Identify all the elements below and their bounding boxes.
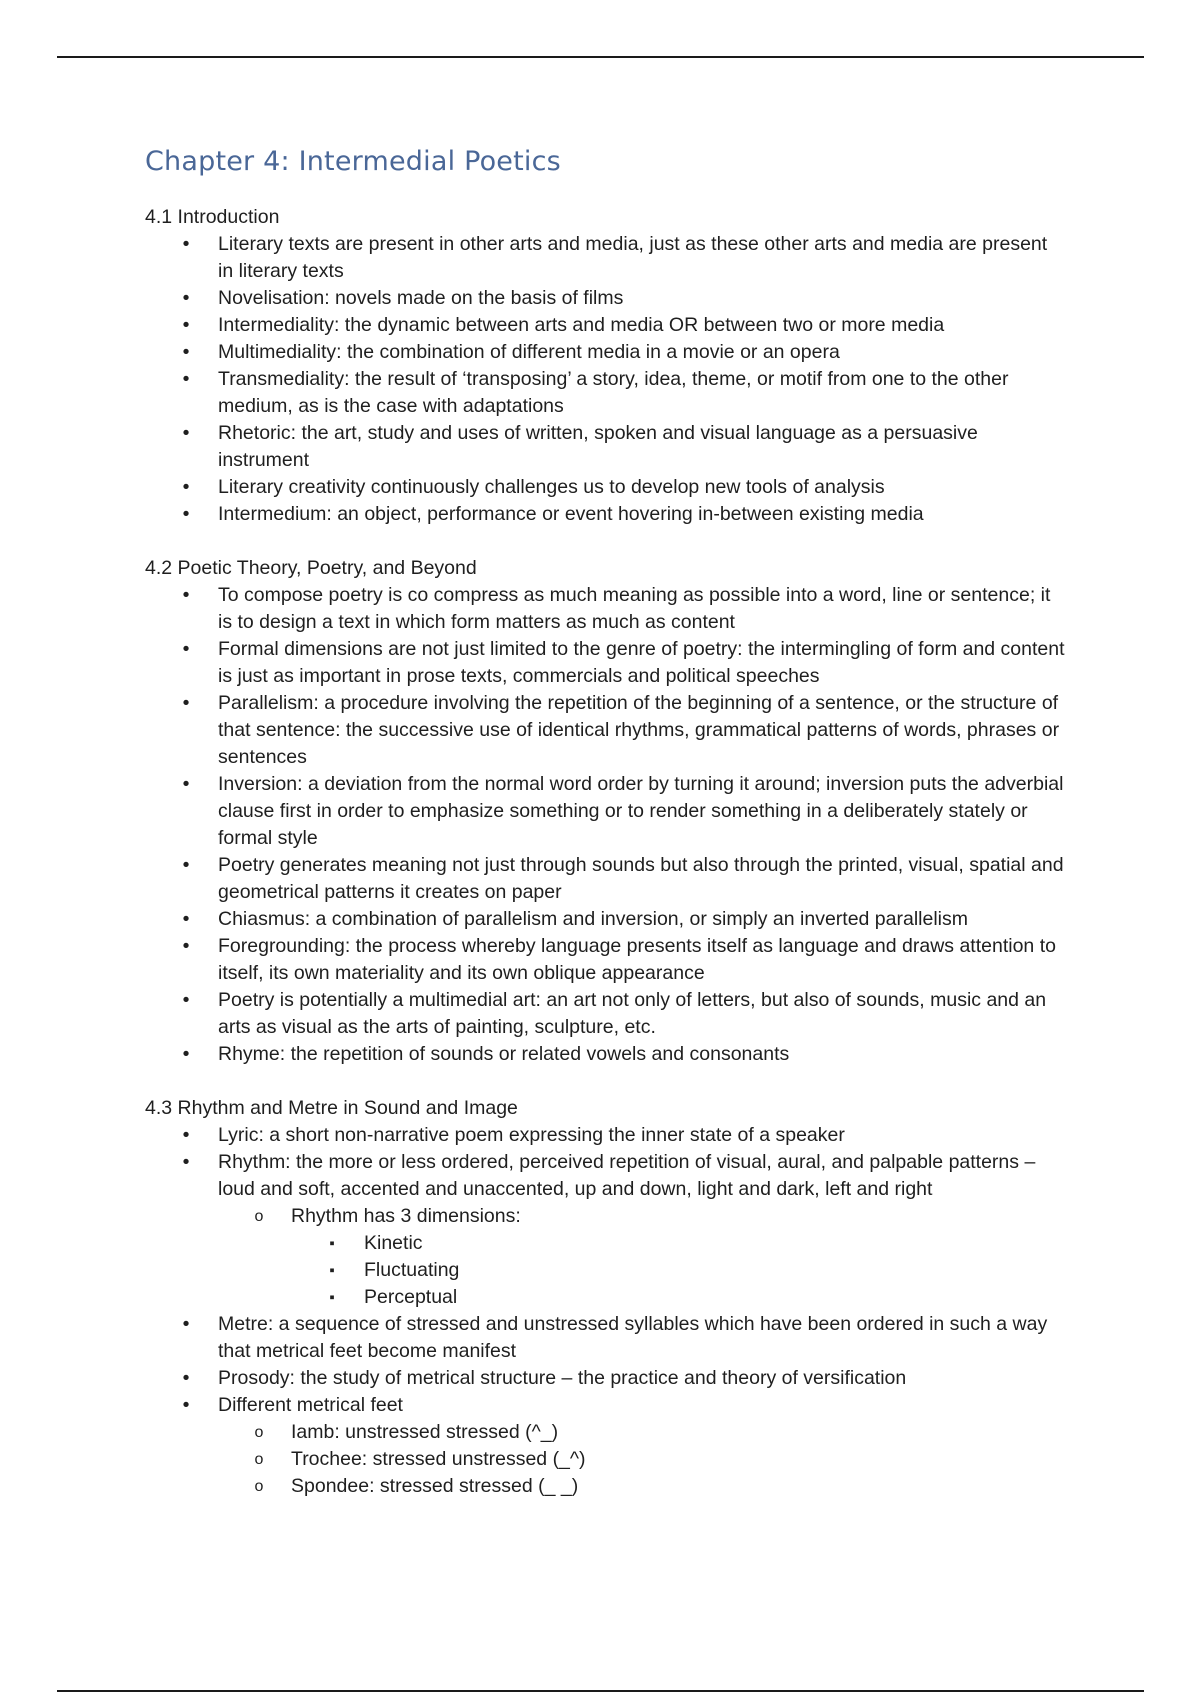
list-item: • Transmediality: the result of ‘transposing’ a story, idea, theme, or motif from one to the other medium, as is the case with adaptations (182, 368, 1009, 417)
list-item: • Poetry generates meaning not just through sounds but also through the printed, visual, spatial and geometrical patterns it creates on paper (182, 854, 1064, 903)
bullet-icon: • (182, 1394, 190, 1416)
bullet-icon: • (182, 503, 190, 525)
list-item: • Inversion: a deviation from the normal word order by turning it around; inversion puts the adverbial clause first in order to emphasize something or to render something in a deliberately stately or formal style (182, 773, 1064, 849)
list-item: • Intermediality: the dynamic between arts and media OR between two or more media (145, 312, 1065, 339)
list-item: • Formal dimensions are not just limited to the genre of poetry: the intermingling of form and content is just as important in prose texts, commercials and political speeches (182, 638, 1065, 687)
section-title: 4.1 Introduction (145, 206, 280, 228)
list-item: • Lyric: a short non-narrative poem expressing the inner state of a speaker (145, 1122, 1065, 1149)
square-bullet-icon: ▪ (329, 1262, 335, 1279)
sub-list-item: o Iamb: unstressed stressed (^_) (218, 1419, 1065, 1446)
bullet-icon: • (182, 1043, 190, 1065)
list-item: • Multimediality: the combination of different media in a movie or an opera (145, 339, 1065, 366)
list-item: • Metre: a sequence of stressed and unstressed syllables which have been ordered in such a way that metrical feet become manifest (182, 1313, 1048, 1362)
bullet-icon: • (182, 422, 190, 444)
bullet-icon: • (182, 584, 190, 606)
circle-bullet-icon: o (254, 1451, 264, 1468)
bullet-icon: • (182, 233, 190, 255)
bullet-icon: • (182, 476, 190, 498)
list-item: • Parallelism: a procedure involving the repetition of the beginning of a sentence, or the structure of that sentence: the successive use of identical rhythms, grammatical patterns of words, phrases or sentences (182, 692, 1060, 768)
bullet-icon: • (182, 989, 190, 1011)
bullet-icon: • (182, 287, 190, 309)
list-item: • Rhyme: the repetition of sounds or related vowels and consonants (145, 1041, 1065, 1068)
sub-list-item: o Spondee: stressed stressed (_ _) (218, 1473, 1065, 1500)
bullet-list (145, 1122, 1065, 1500)
bullet-icon: • (182, 1151, 190, 1173)
square-bullet-icon: ▪ (329, 1235, 335, 1252)
bullet-icon: • (182, 854, 190, 876)
list-item: • Intermedium: an object, performance or event hovering in-between existing media (145, 501, 1065, 528)
list-item: • Poetry is potentially a multimedial art: an art not only of letters, but also of sounds, music and an arts as visual as the arts of painting, sculpture, etc. (182, 989, 1047, 1038)
list-item: • Chiasmus: a combination of parallelism and inversion, or simply an inverted parallelism (145, 906, 1065, 933)
section-rhythm-metre (145, 1095, 1065, 1500)
list-item: • Rhythm: the more or less ordered, perceived repetition of visual, aural, and palpable patterns – loud and soft, accented and unaccented, up and down, light and dark, left and right o Rhythm has 3 dimensions: ▪ Kinetic ▪ Fluctuating ▪ Perceptual (145, 1149, 1065, 1311)
bullet-icon: • (182, 773, 190, 795)
list-item: • Prosody: the study of metrical structure – the practice and theory of versification (145, 1365, 1065, 1392)
circle-bullet-icon: o (254, 1424, 264, 1441)
chapter-title: Chapter 4: Intermedial Poetics (145, 146, 561, 177)
sub-list (218, 1419, 1065, 1500)
sub-sub-list-item: ▪ Perceptual (291, 1284, 1065, 1311)
list-item: • Rhetoric: the art, study and uses of written, spoken and visual language as a persuasive instrument (182, 422, 978, 471)
list-item: • Literary texts are present in other arts and media, just as these other arts and media are present in literary texts (182, 233, 1048, 282)
sub-list-item: o Trochee: stressed unstressed (_^) (218, 1446, 1065, 1473)
bullet-icon: • (182, 908, 190, 930)
circle-bullet-icon: o (254, 1478, 264, 1495)
list-item: • Foregrounding: the process whereby language presents itself as language and draws attention to itself, its own materiality and its own oblique appearance (182, 935, 1056, 984)
list-item: • Novelisation: novels made on the basis of films (145, 285, 1065, 312)
circle-bullet-icon: o (254, 1208, 264, 1225)
bullet-icon: • (182, 368, 190, 390)
list-item: • Different metrical feet o Iamb: unstressed stressed (^_) o Trochee: stressed unstressed (_^) o Spondee: stressed stressed (_ _) (145, 1392, 1065, 1500)
bullet-list (145, 582, 1065, 1068)
bullet-icon: • (182, 935, 190, 957)
square-bullet-icon: ▪ (329, 1289, 335, 1306)
sub-sub-list-item: ▪ Fluctuating (291, 1257, 1065, 1284)
bullet-icon: • (182, 1124, 190, 1146)
bullet-icon: • (182, 341, 190, 363)
bullet-icon: • (182, 692, 190, 714)
bullet-icon: • (182, 638, 190, 660)
sub-sub-list (291, 1230, 1065, 1311)
bullet-icon: • (182, 1367, 190, 1389)
footer-rule (57, 1690, 1144, 1692)
list-item: • To compose poetry is co compress as much meaning as possible into a word, line or sentence; it is to design a text in which form matters as much as content (182, 584, 1051, 633)
sub-list (218, 1203, 1065, 1311)
document-body (145, 146, 1065, 1527)
bullet-list (145, 231, 1065, 528)
section-title: 4.2 Poetic Theory, Poetry, and Beyond (145, 557, 477, 579)
bullet-icon: • (182, 1313, 190, 1335)
section-poetic-theory (145, 555, 1065, 1068)
bullet-icon: • (182, 314, 190, 336)
sub-list-item: o Rhythm has 3 dimensions: ▪ Kinetic ▪ Fluctuating ▪ Perceptual (218, 1203, 1065, 1311)
header-rule (57, 56, 1144, 58)
section-introduction (145, 204, 1065, 528)
sub-sub-list-item: ▪ Kinetic (291, 1230, 1065, 1257)
list-item: • Literary creativity continuously challenges us to develop new tools of analysis (145, 474, 1065, 501)
section-title: 4.3 Rhythm and Metre in Sound and Image (145, 1097, 518, 1119)
